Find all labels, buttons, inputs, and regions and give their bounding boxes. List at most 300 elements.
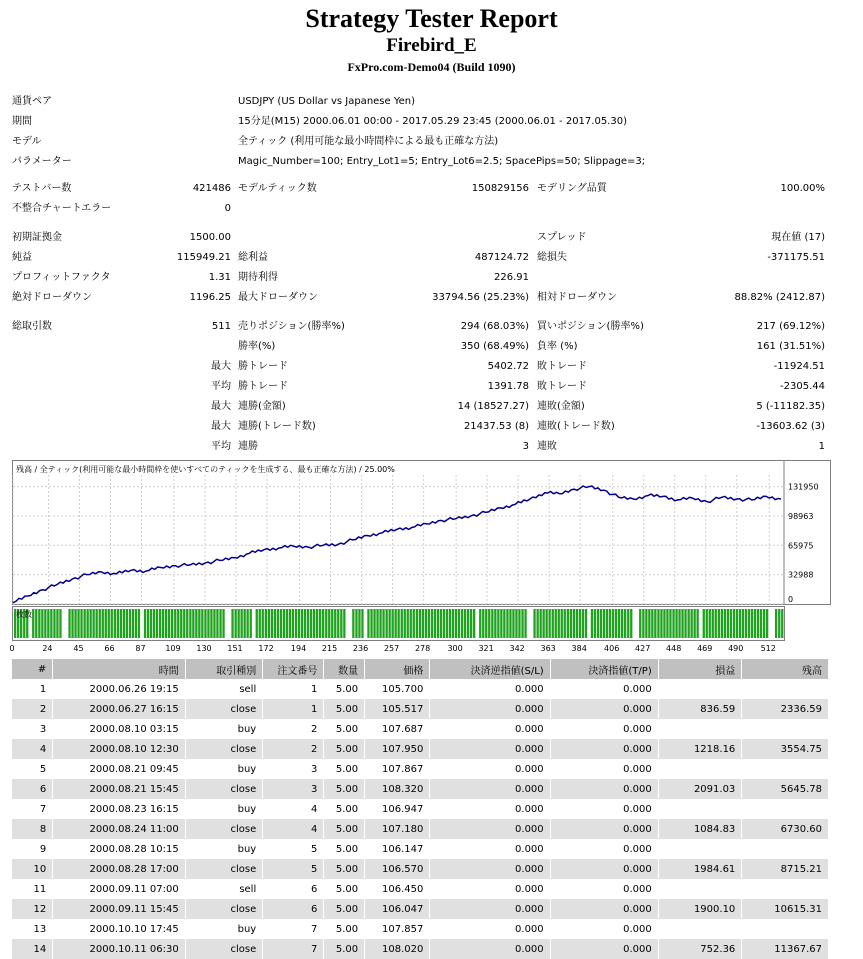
volume-bar xyxy=(660,609,662,638)
stat-value: -13603.62 (3) xyxy=(756,421,825,432)
volume-bar xyxy=(301,609,303,638)
table-cell: 6 xyxy=(263,899,324,919)
col-header: 決済逆指値(S/L) xyxy=(430,659,550,679)
table-cell: 0.000 xyxy=(550,899,658,919)
volume-bar xyxy=(358,609,360,638)
table-row xyxy=(12,819,829,839)
col-header: 決済指値(T/P) xyxy=(550,659,658,679)
volume-bar xyxy=(603,609,605,638)
volume-bar xyxy=(651,609,653,638)
stat-label: 相対ドローダウン xyxy=(537,292,617,303)
stat-label: 勝トレード xyxy=(238,381,288,392)
volume-bar xyxy=(663,609,665,638)
balance-chart-svg xyxy=(13,461,830,604)
stat-label: モデリング品質 xyxy=(537,183,607,194)
table-cell: 2 xyxy=(263,739,324,759)
volume-bar xyxy=(159,609,161,638)
table-cell: 7 xyxy=(12,799,53,819)
col-header: 損益 xyxy=(658,659,742,679)
volume-bar xyxy=(573,609,575,638)
table-cell: 8715.21 xyxy=(742,859,829,879)
table-cell: buy xyxy=(185,759,262,779)
volume-bar xyxy=(624,609,626,638)
volume-bar xyxy=(174,609,176,638)
table-cell: 5 xyxy=(12,759,53,779)
table-cell xyxy=(742,879,829,899)
table-cell xyxy=(658,719,742,739)
stat-value: 115949.21 xyxy=(176,252,231,263)
x-tick-label: 130 xyxy=(196,644,212,653)
volume-bar xyxy=(198,609,200,638)
stat-label: 連敗 xyxy=(537,441,557,452)
table-cell: 0.000 xyxy=(550,819,658,839)
x-tick-label: 257 xyxy=(383,644,400,653)
stat-value: 3 xyxy=(522,441,529,452)
volume-bar xyxy=(283,609,285,638)
stat-value: 33794.56 (25.23%) xyxy=(432,292,529,303)
table-cell: 10615.31 xyxy=(742,899,829,919)
col-header: # xyxy=(12,659,53,679)
table-cell: 4 xyxy=(12,739,53,759)
volume-bar xyxy=(231,609,233,638)
table-cell: 5 xyxy=(263,839,324,859)
table-cell: 2000.08.24 11:00 xyxy=(53,819,186,839)
stat-label: プロフィットファクタ xyxy=(12,272,111,283)
table-cell xyxy=(742,679,829,699)
table-cell: 2000.08.28 10:15 xyxy=(53,839,186,859)
stat-label: 敗トレード xyxy=(537,381,587,392)
table-cell: 5.00 xyxy=(324,759,365,779)
table-cell: 4 xyxy=(263,799,324,819)
volume-bar xyxy=(600,609,602,638)
volume-bar xyxy=(105,609,107,638)
stat-label: 総取引数 xyxy=(12,321,52,332)
table-cell: 106.147 xyxy=(365,839,430,859)
table-row xyxy=(12,699,829,719)
table-cell: close xyxy=(185,899,262,919)
table-cell: 2000.08.28 17:00 xyxy=(53,859,186,879)
volume-bar xyxy=(449,609,451,638)
table-cell: 107.687 xyxy=(365,719,430,739)
volume-bar xyxy=(382,609,384,638)
table-cell: close xyxy=(185,779,262,799)
table-cell: 5.00 xyxy=(324,719,365,739)
volume-bar xyxy=(540,609,542,638)
volume-bar xyxy=(250,609,252,638)
volume-bar xyxy=(500,609,502,638)
stat-label: 不整合チャートエラー xyxy=(12,203,112,214)
stat-label: 総損失 xyxy=(537,252,567,263)
volume-bar xyxy=(271,609,273,638)
stat-label: 負率 (%) xyxy=(537,341,578,352)
x-tick-label: 427 xyxy=(635,644,651,653)
stat-qualifier: 平均 xyxy=(211,381,231,392)
volume-bar xyxy=(280,609,282,638)
volume-bar xyxy=(207,609,209,638)
volume-bar xyxy=(678,609,680,638)
volume-bar xyxy=(235,609,237,638)
volume-bar xyxy=(757,609,759,638)
table-row xyxy=(12,719,829,739)
volume-bar xyxy=(775,609,777,638)
x-tick-label: 87 xyxy=(135,644,146,653)
table-cell: 108.020 xyxy=(365,939,430,959)
stat-value: 1 xyxy=(818,441,825,452)
volume-bar xyxy=(736,609,738,638)
table-cell: 5.00 xyxy=(324,879,365,899)
table-cell: 4 xyxy=(263,819,324,839)
volume-bar xyxy=(431,609,433,638)
volume-bar xyxy=(379,609,381,638)
volume-bar xyxy=(555,609,557,638)
table-cell: buy xyxy=(185,719,262,739)
volume-bar xyxy=(74,609,76,638)
x-tick-label: 194 xyxy=(290,644,307,653)
volume-bar xyxy=(171,609,173,638)
volume-bar xyxy=(570,609,572,638)
x-tick-label: 66 xyxy=(104,644,115,653)
volume-bar xyxy=(186,609,188,638)
volume-bar xyxy=(277,609,279,638)
table-cell: close xyxy=(185,819,262,839)
volume-bar xyxy=(135,609,137,638)
col-header: 残高 xyxy=(742,659,829,679)
table-row xyxy=(12,739,829,759)
volume-bar xyxy=(59,609,61,638)
table-cell: close xyxy=(185,699,262,719)
stat-label: 連勝(トレード数) xyxy=(238,421,316,432)
volume-bar xyxy=(630,609,632,638)
volume-bar xyxy=(591,609,593,638)
volume-bar xyxy=(241,609,243,638)
stat-label: 総利益 xyxy=(238,252,268,263)
volume-bar xyxy=(117,609,119,638)
table-cell: 107.857 xyxy=(365,919,430,939)
volume-bar xyxy=(123,609,125,638)
stat-value: 88.82% (2412.87) xyxy=(734,292,825,303)
table-cell: 5.00 xyxy=(324,919,365,939)
col-header: 取引種別 xyxy=(185,659,262,679)
volume-bar xyxy=(467,609,469,638)
volume-bar xyxy=(304,609,306,638)
table-cell: sell xyxy=(185,879,262,899)
volume-bar xyxy=(274,609,276,638)
table-cell: 0.000 xyxy=(550,759,658,779)
volume-bar xyxy=(642,609,644,638)
x-axis xyxy=(9,641,829,655)
volume-bar xyxy=(524,609,526,638)
volume-bar xyxy=(739,609,741,638)
volume-bar xyxy=(111,609,113,638)
x-tick-label: 512 xyxy=(760,644,776,653)
volume-bar xyxy=(316,609,318,638)
volume-bar xyxy=(594,609,596,638)
table-cell: 0.000 xyxy=(430,779,550,799)
volume-bar xyxy=(343,609,345,638)
volume-bar xyxy=(162,609,164,638)
table-cell: 106.570 xyxy=(365,859,430,879)
volume-bar xyxy=(298,609,300,638)
table-cell: 14 xyxy=(12,939,53,959)
volume-bar xyxy=(180,609,182,638)
x-tick-label: 342 xyxy=(509,644,525,653)
volume-bar xyxy=(38,609,40,638)
stat-label: 勝トレード xyxy=(238,361,288,372)
table-cell: 3554.75 xyxy=(742,739,829,759)
x-tick-label: 490 xyxy=(728,644,744,653)
stat-label: テストバー数 xyxy=(12,183,72,194)
volume-bar xyxy=(763,609,765,638)
volume-bar xyxy=(389,609,391,638)
volume-bar xyxy=(718,609,720,638)
table-cell: 2336.59 xyxy=(742,699,829,719)
volume-bar xyxy=(259,609,261,638)
volume-bar xyxy=(47,609,49,638)
volume-bar xyxy=(609,609,611,638)
stat-value: 1391.78 xyxy=(487,381,529,392)
report-title: Strategy Tester Report xyxy=(305,4,558,33)
volume-bar xyxy=(150,609,152,638)
volume-bar xyxy=(337,609,339,638)
volume-bar xyxy=(213,609,215,638)
volume-bar xyxy=(144,609,146,638)
stat-value: 150829156 xyxy=(471,183,529,194)
table-cell: 2000.08.10 12:30 xyxy=(53,739,186,759)
table-cell: 1084.83 xyxy=(658,819,742,839)
table-cell: 0.000 xyxy=(430,799,550,819)
table-cell: 0.000 xyxy=(550,939,658,959)
volume-bar xyxy=(654,609,656,638)
volume-bar xyxy=(219,609,221,638)
stat-value: 421486 xyxy=(192,183,231,194)
table-cell: 5.00 xyxy=(324,899,365,919)
table-cell: 105.700 xyxy=(365,679,430,699)
volume-bar xyxy=(443,609,445,638)
volume-bar xyxy=(41,609,43,638)
stat-qualifier: 最大 xyxy=(211,401,231,412)
volume-bar xyxy=(313,609,315,638)
table-cell: 11 xyxy=(12,879,53,899)
x-tick-label: 448 xyxy=(666,644,682,653)
stat-label: 連敗(金額) xyxy=(537,401,585,412)
volume-bar xyxy=(189,609,191,638)
volume-bar xyxy=(518,609,520,638)
table-cell: 5.00 xyxy=(324,939,365,959)
volume-bar xyxy=(703,609,705,638)
table-row xyxy=(12,799,829,819)
volume-bar xyxy=(458,609,460,638)
y-tick-label: 98963 xyxy=(788,511,814,521)
volume-bar xyxy=(672,609,674,638)
volume-bar xyxy=(437,609,439,638)
volume-bar xyxy=(621,609,623,638)
volume-bar xyxy=(87,609,89,638)
stat-qualifier: 最大 xyxy=(211,421,231,432)
x-tick-label: 172 xyxy=(258,644,274,653)
volume-bar xyxy=(102,609,104,638)
stat-label: 敗トレード xyxy=(537,361,587,372)
table-cell: 752.36 xyxy=(658,939,742,959)
volume-bar xyxy=(325,609,327,638)
volume-bar xyxy=(84,609,86,638)
volume-bar xyxy=(585,609,587,638)
table-cell: 0.000 xyxy=(430,699,550,719)
table-cell: 106.947 xyxy=(365,799,430,819)
volume-bar xyxy=(766,609,768,638)
table-cell: 0.000 xyxy=(550,859,658,879)
volume-bar xyxy=(398,609,400,638)
table-cell: 13 xyxy=(12,919,53,939)
volume-bar xyxy=(153,609,155,638)
x-tick-label: 384 xyxy=(571,644,587,653)
table-cell: 5 xyxy=(263,859,324,879)
volume-bar xyxy=(549,609,551,638)
table-cell: 108.320 xyxy=(365,779,430,799)
volume-bar xyxy=(367,609,369,638)
table-cell: 0.000 xyxy=(550,679,658,699)
table-row xyxy=(12,919,829,939)
volume-bar xyxy=(168,609,170,638)
balance-line xyxy=(13,486,781,603)
table-cell: 106.450 xyxy=(365,879,430,899)
table-row xyxy=(12,679,829,699)
table-cell: 0.000 xyxy=(550,739,658,759)
volume-bar xyxy=(434,609,436,638)
table-cell xyxy=(658,839,742,859)
stat-qualifier: 最大 xyxy=(211,361,231,372)
table-cell: 6730.60 xyxy=(742,819,829,839)
volume-bar xyxy=(410,609,412,638)
table-cell: 2000.08.23 16:15 xyxy=(53,799,186,819)
stat-label: 連勝 xyxy=(238,441,258,452)
stat-label: モデルティック数 xyxy=(238,183,317,194)
volume-bar xyxy=(579,609,581,638)
volume-bar xyxy=(506,609,508,638)
volume-bar xyxy=(422,609,424,638)
table-cell: 0.000 xyxy=(550,919,658,939)
volume-bar xyxy=(328,609,330,638)
stat-label: 期待利得 xyxy=(238,272,278,283)
table-row xyxy=(12,839,829,859)
table-cell: 0.000 xyxy=(550,699,658,719)
table-cell: 836.59 xyxy=(658,699,742,719)
table-cell: 1984.61 xyxy=(658,859,742,879)
volume-bar xyxy=(361,609,363,638)
server-info: FxPro.com-Demo04 (Build 1090) xyxy=(347,60,516,74)
table-cell: buy xyxy=(185,839,262,859)
volume-bar xyxy=(165,609,167,638)
volume-bar xyxy=(509,609,511,638)
y-tick-label: 65975 xyxy=(788,541,814,551)
volume-bar xyxy=(657,609,659,638)
volume-bar xyxy=(760,609,762,638)
stat-label: 連敗(トレード数) xyxy=(537,421,615,432)
volume-bar xyxy=(730,609,732,638)
table-cell: 7 xyxy=(263,919,324,939)
stat-value: 21437.53 (8) xyxy=(463,421,529,432)
volume-bar xyxy=(751,609,753,638)
volume-bar xyxy=(645,609,647,638)
volume-bar xyxy=(355,609,357,638)
table-cell: 2000.08.21 09:45 xyxy=(53,759,186,779)
stat-value: 100.00% xyxy=(780,183,825,194)
volume-bar xyxy=(727,609,729,638)
table-cell: 0.000 xyxy=(550,799,658,819)
volume-bar xyxy=(35,609,37,638)
table-cell: close xyxy=(185,859,262,879)
stat-value: 5 (-11182.35) xyxy=(756,401,825,412)
volume-bar xyxy=(90,609,92,638)
table-cell: 0.000 xyxy=(430,739,550,759)
volume-bar xyxy=(706,609,708,638)
table-cell: 5.00 xyxy=(324,679,365,699)
volume-bar xyxy=(395,609,397,638)
volume-bar xyxy=(675,609,677,638)
y-tick-label: 0 xyxy=(788,595,794,604)
table-cell: 106.047 xyxy=(365,899,430,919)
table-cell: 1900.10 xyxy=(658,899,742,919)
volume-bar xyxy=(99,609,101,638)
volume-bar xyxy=(567,609,569,638)
table-cell xyxy=(742,719,829,739)
volume-bar xyxy=(404,609,406,638)
table-row xyxy=(12,939,829,959)
volume-bar xyxy=(691,609,693,638)
deals-table xyxy=(12,659,829,959)
volume-chart xyxy=(12,606,785,641)
table-cell: 2000.09.11 15:45 xyxy=(53,899,186,919)
table-cell: 0.000 xyxy=(430,839,550,859)
table-cell xyxy=(742,799,829,819)
table-cell: 1 xyxy=(12,679,53,699)
setting-label: モデル xyxy=(12,136,42,147)
volume-bar xyxy=(216,609,218,638)
volume-bar xyxy=(44,609,46,638)
volume-bar xyxy=(370,609,372,638)
table-cell: 2000.09.11 07:00 xyxy=(53,879,186,899)
table-cell: 5.00 xyxy=(324,779,365,799)
volume-bar xyxy=(50,609,52,638)
volume-bar xyxy=(413,609,415,638)
setting-label: 通貨ペア xyxy=(12,96,52,107)
table-cell: 3 xyxy=(263,779,324,799)
setting-value: 15分足(M15) 2000.06.01 00:00 - 2017.05.29 23:45 (2000.06.01 - 2017.05.30) xyxy=(238,116,627,127)
volume-bar xyxy=(244,609,246,638)
volume-bar xyxy=(156,609,158,638)
volume-bar xyxy=(56,609,58,638)
x-tick-label: 151 xyxy=(227,644,243,653)
volume-bar xyxy=(552,609,554,638)
x-tick-label: 24 xyxy=(42,644,53,653)
table-cell: 0.000 xyxy=(430,919,550,939)
table-cell xyxy=(658,799,742,819)
volume-bar xyxy=(688,609,690,638)
volume-bar xyxy=(292,609,294,638)
volume-bar xyxy=(440,609,442,638)
volume-bar xyxy=(694,609,696,638)
balance-chart xyxy=(12,460,831,605)
volume-bar xyxy=(183,609,185,638)
table-cell: 2 xyxy=(263,719,324,739)
stat-value: 1.31 xyxy=(208,272,231,283)
volume-bar xyxy=(684,609,686,638)
x-tick-label: 300 xyxy=(447,644,463,653)
stat-value: -2305.44 xyxy=(780,381,825,392)
volume-bar xyxy=(537,609,539,638)
stat-value: 511 xyxy=(211,321,231,332)
table-cell: 5645.78 xyxy=(742,779,829,799)
table-cell: 2000.10.10 17:45 xyxy=(53,919,186,939)
